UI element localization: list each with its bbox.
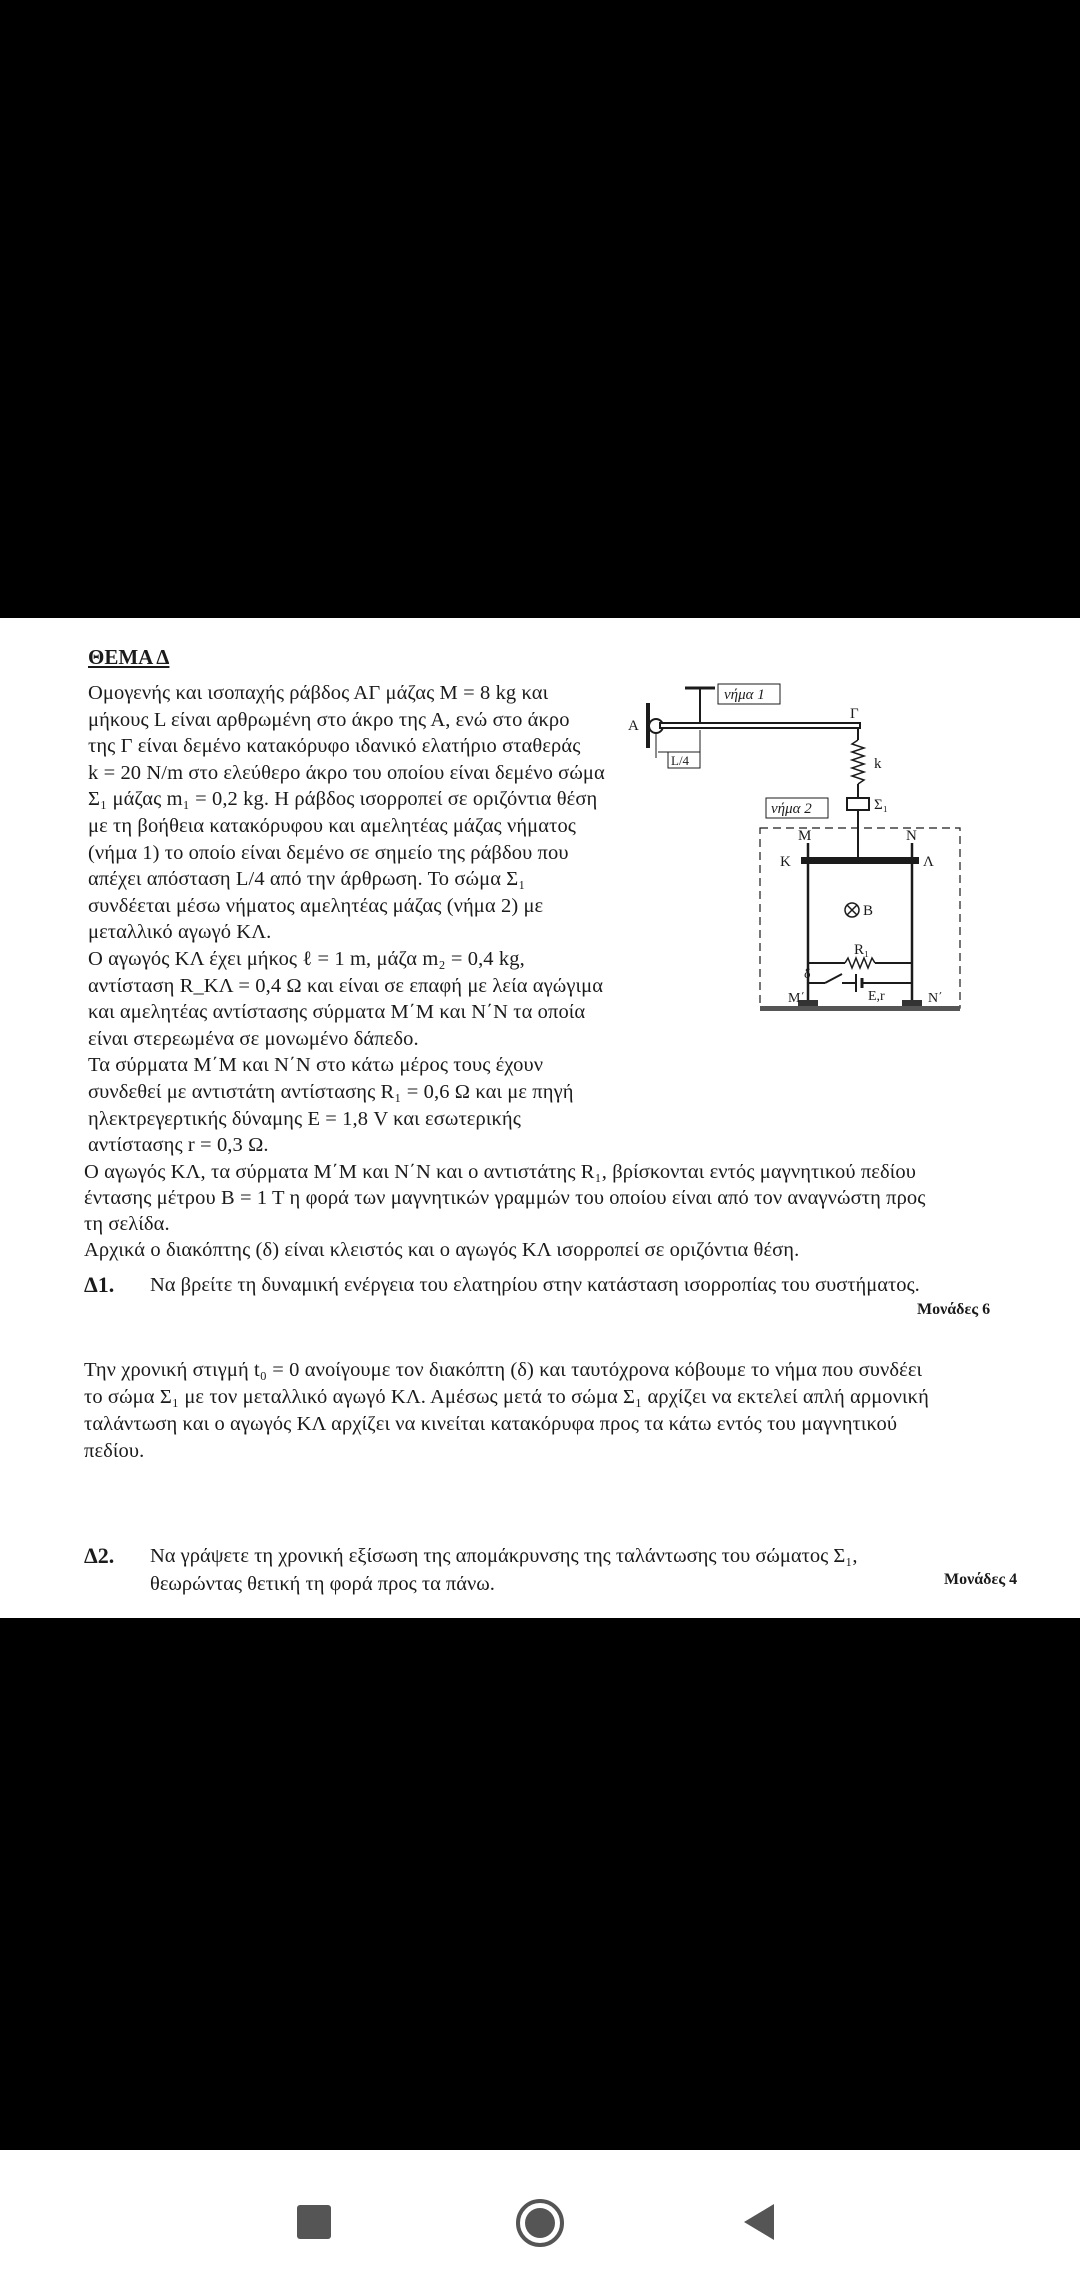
intro-line: μήκους L είναι αρθρωμένη στο άκρο της Α, ενώ στο άκρο (88, 708, 570, 731)
intro-line: (νήμα 1) το οποίο είναι δεμένο σε σημείο της ράβδου που (88, 841, 569, 864)
question-d2-marks: Μονάδες 4 (944, 1571, 1018, 1588)
intro-line: απέχει απόσταση L/4 από την άρθρωση. Το σώμα Σ₁ (88, 868, 526, 891)
intro-line: της Γ είναι δεμένο κατακόρυφο ιδανικό ελατήριο σταθεράς (88, 735, 581, 758)
intro-line: Ο αγωγός ΚΛ έχει μήκος ℓ = 1 m, μάζα m₂ = 0,4 kg, (88, 948, 525, 970)
label-er: E,r (868, 989, 885, 1004)
label-l4: L/4 (671, 753, 690, 768)
label-b: B (863, 903, 874, 919)
intro-line: Τα σύρματα Μ΄Μ και Ν΄Ν στο κάτω μέρος τους έχουν (88, 1054, 544, 1077)
intro-line: συνδέεται μέσω νήματος αμελητέας μάζας (νήμα 2) με (88, 894, 544, 917)
system-navigation-bar (0, 2150, 1080, 2280)
intro-line: ηλεκτρεγερτικής δύναμης Ε = 1,8 V και εσωτερικής (88, 1107, 521, 1130)
procedure-line: Την χρονική στιγμή t₀ = 0 ανοίγουμε τον διακόπτη (δ) και ταυτόχρονα κόβουμε το νήμα που συνδέει (84, 1359, 923, 1381)
label-np: Ν΄ (928, 991, 943, 1006)
spring-k (852, 740, 864, 784)
field-line: Αρχικά ο διακόπτης (δ) είναι κλειστός και ο αγωγός ΚΛ ισορροπεί σε οριζόντια θέση. (84, 1239, 800, 1261)
intro-line: συνδεθεί με αντιστάτη αντίστασης R₁ = 0,6 Ω και με πηγή (88, 1081, 574, 1103)
question-d1-label: Δ1. (84, 1272, 115, 1297)
question-d2-line1: Να γράψετε τη χρονική εξίσωση της απομάκρυνσης της ταλάντωσης του σώματος Σ₁, (150, 1545, 858, 1567)
intro-line: k = 20 N/m στο ελεύθερο άκρο του οποίου είναι δεμένο σώμα (88, 761, 605, 784)
procedure-line: το σώμα Σ₁ με τον μεταλλικό αγωγό ΚΛ. Αμέσως μετά το σώμα Σ₁ αρχίζει να εκτελεί απλή αρμονική (84, 1386, 929, 1408)
label-r1: R₁ (854, 942, 870, 958)
field-line: τη σελίδα. (84, 1213, 170, 1235)
intro-line: με τη βοήθεια κατακόρυφου και αμελητέας μάζας νήματος (88, 815, 577, 837)
question-d1-text: Να βρείτε τη δυναμική ενέργεια του ελατηρίου στην κατάσταση ισορροπίας του συστήματος. (150, 1274, 920, 1296)
intro-line: αντίσταση R_ΚΛ = 0,4 Ω και είναι σε επαφή με λεία αγώγιμα (88, 974, 604, 997)
question-d2-label: Δ2. (84, 1543, 115, 1568)
procedure-line: ταλάντωση και ο αγωγός ΚΛ αρχίζει να κινείται κατακόρυφα προς τα κάτω εντός του μαγνητικού (84, 1413, 898, 1435)
section-title: ΘΕΜΑ Δ (88, 645, 170, 669)
home-circle-icon[interactable] (514, 2197, 566, 2249)
label-string-2: νήμα 2 (771, 801, 812, 817)
intro-line: Σ₁ μάζας m₁ = 0,2 kg. Η ράβδος ισορροπεί σε οριζόντια θέση (88, 788, 598, 811)
switch-delta (825, 974, 842, 983)
label-k: k (874, 756, 882, 772)
field-line: έντασης μέτρου Β = 1 Τ η φορά των μαγνητικών γραμμών του οποίου είναι από τον αναγνώστη προς (84, 1187, 926, 1209)
intro-line: μεταλλικό αγωγό ΚΛ. (88, 921, 272, 944)
label-l-end: Λ (923, 854, 934, 870)
label-s1: Σ₁ (874, 797, 888, 813)
label-mp: Μ΄ (788, 991, 806, 1006)
label-m: Μ (798, 828, 812, 844)
field-line: Ο αγωγός ΚΛ, τα σύρματα Μ΄Μ και Ν΄Ν και ο αντιστάτης R₁, βρίσκονται εντός μαγνητικού πεδίου (84, 1161, 916, 1183)
document-page (0, 618, 1080, 1618)
question-d2-line2: θεωρώντας θετική τη φορά προς τα πάνω. (150, 1573, 495, 1595)
resistor-r1 (845, 958, 875, 968)
label-a: Α (628, 718, 639, 734)
back-triangle-icon[interactable] (742, 2202, 776, 2242)
label-n: Ν (906, 828, 917, 844)
label-g: Γ (850, 706, 859, 722)
intro-line: και αμελητέας αντίστασης σύρματα Μ΄Μ και Ν΄Ν τα οποία (88, 1001, 586, 1024)
insulating-floor (760, 1006, 960, 1011)
label-string-1: νήμα 1 (724, 687, 765, 703)
conductor-kl (802, 858, 918, 863)
label-k-end: Κ (780, 854, 791, 870)
intro-line: είναι στερεωμένα σε μονωμένο δάπεδο. (88, 1027, 419, 1050)
label-delta: δ (804, 967, 811, 982)
physics-diagram (620, 678, 1000, 1038)
stop-square-icon[interactable] (297, 2205, 331, 2239)
intro-line: αντίστασης r = 0,3 Ω. (88, 1134, 269, 1157)
procedure-line: πεδίου. (84, 1440, 145, 1462)
intro-line: Ομογενής και ισοπαχής ράβδος ΑΓ μάζας Μ = 8 kg και (88, 682, 549, 704)
rod-ag (660, 723, 860, 728)
body-s1 (847, 798, 869, 810)
question-d1-marks: Μονάδες 6 (917, 1301, 991, 1318)
